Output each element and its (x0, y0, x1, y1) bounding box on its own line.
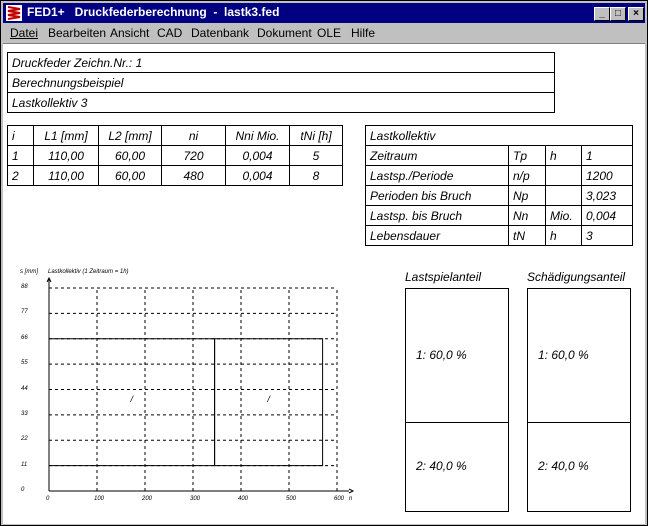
cell: 1 (582, 146, 633, 166)
lastspielanteil-title: Lastspielanteil (405, 270, 482, 284)
x-axis-arrow (349, 489, 353, 493)
bar-segment-label: 1: 60,0 % (416, 347, 467, 362)
cell: 2 (8, 166, 34, 186)
lastspielanteil-bar (405, 288, 509, 512)
cell: h (546, 226, 582, 246)
collective-title: Lastkollektiv (366, 126, 633, 146)
cell: Tp (509, 146, 546, 166)
cell: n/p (509, 166, 546, 186)
load-block-mark: / (130, 394, 134, 405)
y-tick-label: 55 (21, 360, 28, 367)
cell: 0,004 (226, 166, 290, 186)
col-header: Nni Mio. (226, 126, 290, 146)
y-tick-label: 11 (21, 461, 28, 468)
col-header: tNi [h] (290, 126, 343, 146)
x-tick-label: 400 (238, 496, 249, 502)
cell: Perioden bis Bruch (366, 186, 509, 206)
close-button[interactable]: × (628, 7, 644, 21)
document-area[interactable] (3, 43, 645, 524)
header-line-3: Lastkollektiv 3 (8, 93, 555, 113)
cell: 8 (290, 166, 343, 186)
chart-grid (47, 278, 353, 493)
load-block-mark: / (267, 394, 270, 405)
y-tick-label: 77 (21, 309, 28, 316)
menu-ansicht[interactable]: Ansicht (110, 26, 150, 40)
menu-datenbank[interactable]: Datenbank (191, 26, 250, 40)
maximize-button[interactable]: □ (610, 7, 626, 21)
cell: Np (509, 186, 546, 206)
x-tick-label: 300 (190, 496, 201, 502)
chart-marks (49, 339, 323, 466)
cell: 3,023 (582, 186, 633, 206)
col-header: L1 [mm] (34, 126, 99, 146)
table-row (366, 206, 633, 226)
menu-datei[interactable] (10, 26, 38, 40)
y-tick-label: 44 (21, 385, 28, 392)
cell: Nn (509, 206, 546, 226)
cell: Lebensdauer (366, 226, 509, 246)
cell: 0,004 (226, 146, 290, 166)
x-tick-label: 600 (334, 496, 345, 502)
table-row (366, 146, 633, 166)
y-tick-label: 0 (21, 487, 25, 493)
menu-bearbeiten[interactable]: Bearbeiten (48, 26, 107, 40)
table-row (366, 186, 633, 206)
cell: 110,00 (34, 166, 99, 186)
app-spring-icon[interactable] (6, 5, 22, 21)
bar-segment-label: 2: 40,0 % (416, 458, 467, 473)
chart-y-unit: s [mm] (20, 269, 38, 275)
header-line-2: Berechnungsbeispiel (8, 73, 555, 93)
y-tick-label: 22 (21, 436, 28, 443)
cell: Zeitraum (366, 146, 509, 166)
cell: 3 (582, 226, 633, 246)
col-header: L2 [mm] (99, 126, 162, 146)
menu-cad[interactable]: CAD (157, 26, 183, 40)
bar-segment-label: 1: 60,0 % (538, 347, 589, 362)
window-title: FED1+ Druckfederberechnung - lastk3.fed (27, 5, 280, 19)
cell: Lastsp. bis Bruch (366, 206, 509, 226)
chart-title: Lastkollektiv (1 Zeitraum = 1h) (48, 269, 129, 275)
cell: 5 (290, 146, 343, 166)
cell (546, 186, 582, 206)
bar-divider (406, 422, 508, 423)
y-tick-label: 88 (21, 284, 28, 290)
cell: 1200 (582, 166, 633, 186)
col-header: i (8, 126, 34, 146)
cell: 720 (162, 146, 226, 166)
col-header: ni (162, 126, 226, 146)
cell: 110,00 (34, 146, 99, 166)
table-row (366, 166, 633, 186)
cell: Lastsp./Periode (366, 166, 509, 186)
header-line-1: Druckfeder Zeichn.Nr.: 1 (8, 53, 555, 73)
menu-datei-label: Datei (10, 26, 39, 40)
menu-ole[interactable]: OLE (317, 26, 342, 40)
cell: tN (509, 226, 546, 246)
cell: 60,00 (99, 146, 162, 166)
x-tick-label: 0 (46, 496, 50, 502)
menu-dokument[interactable]: Dokument (257, 26, 312, 40)
cell: 480 (162, 166, 226, 186)
cell: h (546, 146, 582, 166)
x-tick-label: 100 (94, 496, 105, 502)
cell: Mio. (546, 206, 582, 226)
cell: 1 (8, 146, 34, 166)
cell: 60,00 (99, 166, 162, 186)
load-collective-chart (3, 44, 363, 524)
x-tick-label: 500 (286, 496, 297, 502)
y-tick-label: 33 (21, 410, 28, 417)
cell (546, 166, 582, 186)
bar-segment-label: 2: 40,0 % (538, 458, 589, 473)
schaedigungsanteil-title: Schädigungsanteil (527, 270, 626, 284)
minimize-button[interactable]: _ (594, 7, 610, 21)
y-tick-label: 66 (21, 334, 28, 341)
x-unit-label: n (349, 496, 353, 502)
table-row (366, 226, 633, 246)
title-bar[interactable] (3, 3, 645, 23)
menu-hilfe[interactable]: Hilfe (351, 26, 376, 40)
schaedigungsanteil-bar (527, 288, 631, 512)
collective-table (365, 125, 633, 246)
x-tick-label: 200 (142, 496, 153, 502)
bar-divider (528, 422, 630, 423)
cell: 0,004 (582, 206, 633, 226)
menu-bar (3, 23, 645, 43)
